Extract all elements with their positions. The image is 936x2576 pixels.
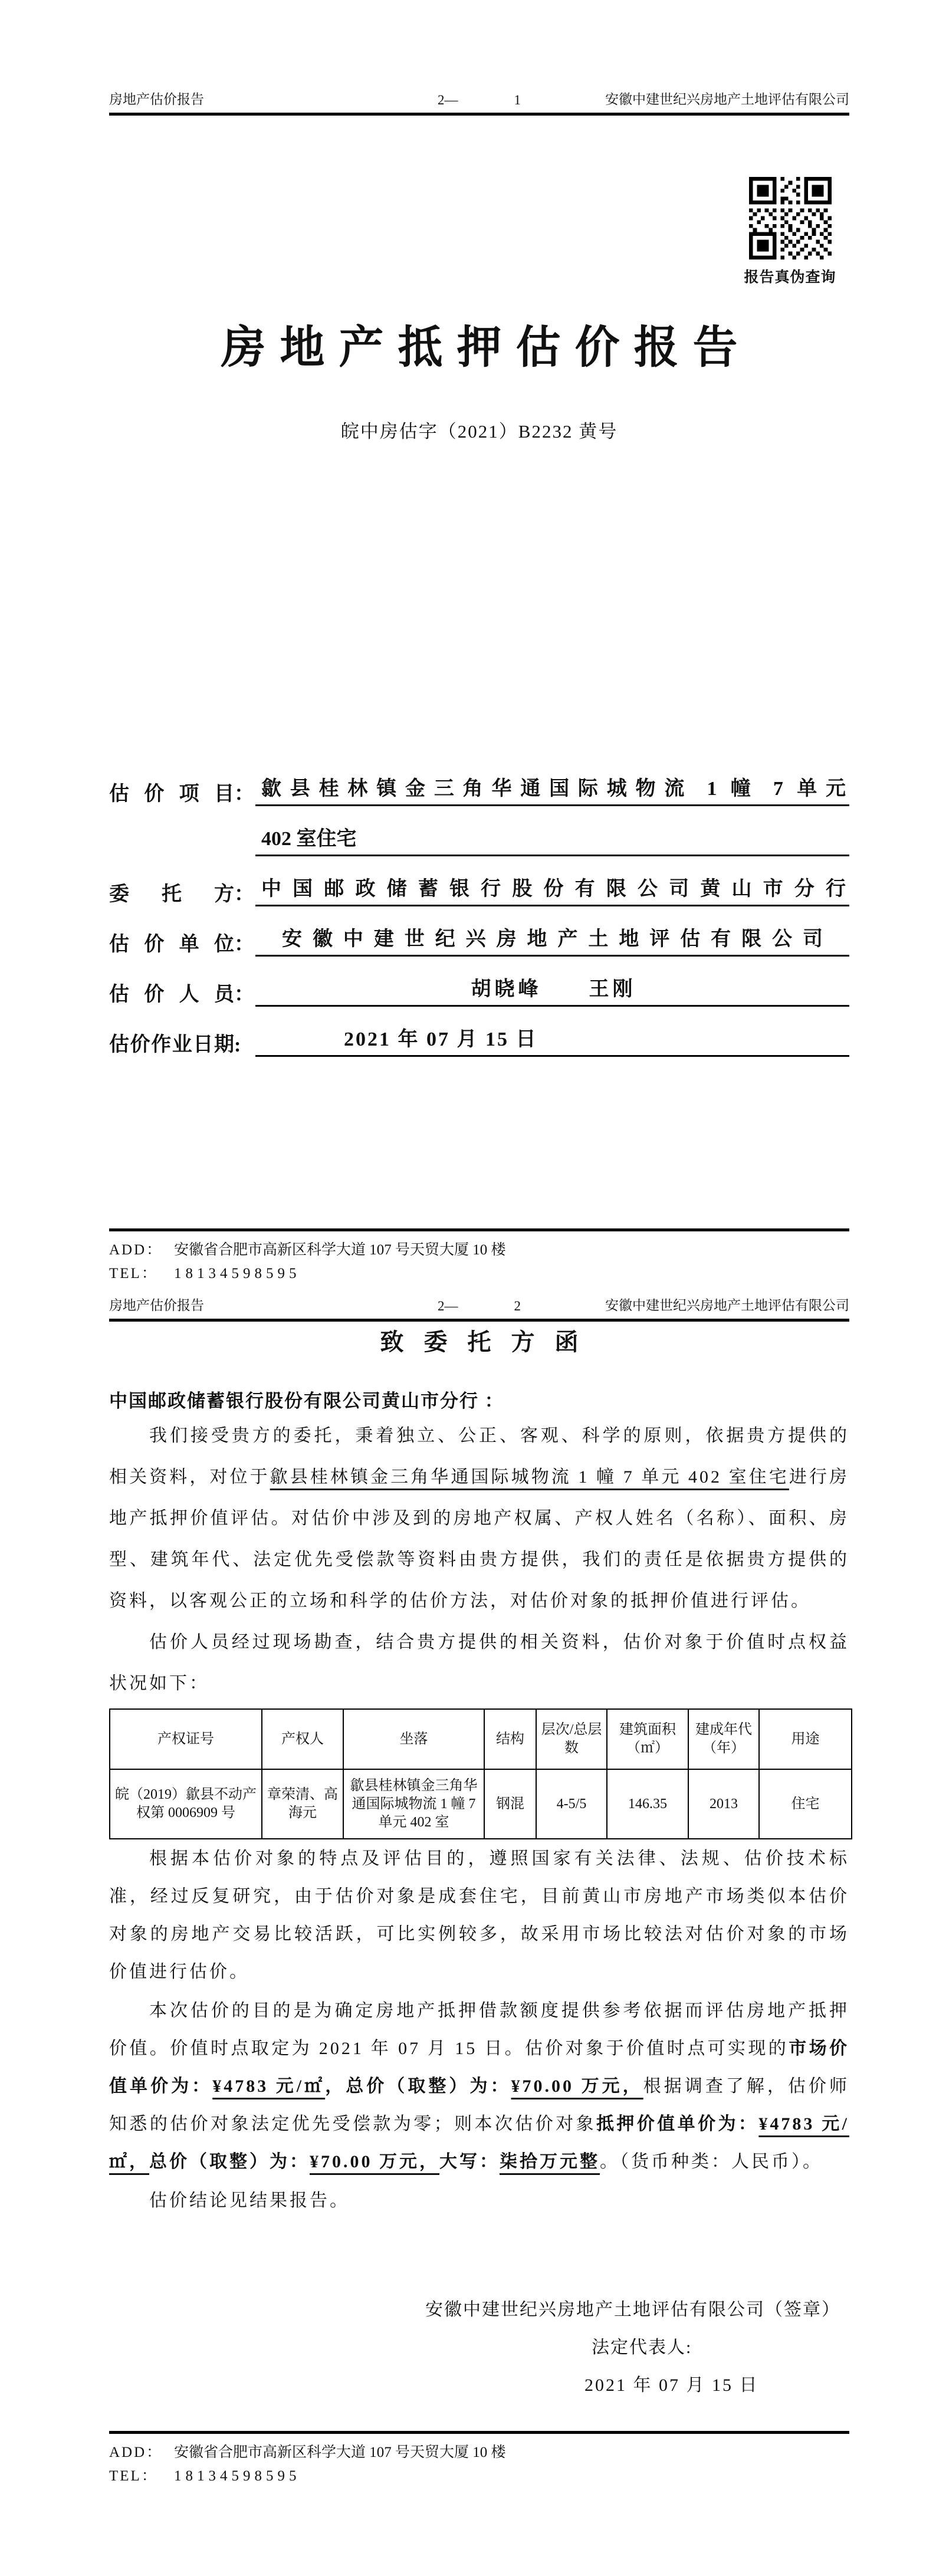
- paragraph-valuation: 本次估价的目的是为确定房地产抵押借款额度提供参考依据而评估房地产抵押价值。价值时点取定为 2021 年 07 月 15 日。估价对象于价值时点可实现的市场价值单价为：¥4783 元/㎡，总价（取整）为：¥70.00 万元，根据调查了解，估价师知悉的估价对象法定优先受偿款为零；则本次估价对象抵押价值单价为：¥4783 元/㎡，总价（取整）为：¥70.00 万元，大写：柒拾万元整。（货币种类：人民币）。: [109, 2001, 850, 2171]
- field-colon: ：: [234, 883, 254, 905]
- qr-code-icon: [749, 177, 832, 259]
- field-value: 安徽中建世纪兴房地产土地评估有限公司: [255, 922, 849, 957]
- signature-legal-rep: 法定代表人:: [592, 2338, 692, 2357]
- field-label: 估价人员: [109, 984, 234, 1006]
- field-row-date: [109, 1014, 849, 1057]
- field-row-agency: [109, 914, 849, 957]
- table-header-cell: 坐落: [343, 1709, 484, 1769]
- table-header-row: [110, 1709, 852, 1769]
- page-number: 2: [514, 1299, 521, 1313]
- paragraph-survey: 估价人员经过现场勘查，结合贵方提供的相关资料，估价对象于价值时点权益状况如下：: [109, 1632, 849, 1693]
- field-row-project: [109, 764, 849, 806]
- field-row-client: [109, 864, 849, 906]
- paragraph-method: 根据本估价对象的特点及评估目的，遵照国家有关法律、法规、估价技术标准，经过反复研究，由于估价对象是成套住宅，目前黄山市房地产市场类似本估价对象的房地产交易比较活跃，可比实例较多，故采用市场比较法对估价对象的市场价值进行估价。: [109, 1849, 849, 1982]
- appraisal-table-wrap: [109, 1708, 849, 1839]
- table-header-cell: 建筑面积（㎡）: [607, 1709, 688, 1769]
- table-header-cell: 建成年代（年）: [688, 1709, 759, 1769]
- page-number-group: [438, 1299, 521, 1314]
- table-cell-structure: 钢混: [484, 1769, 536, 1839]
- running-header-company: 安徽中建世纪兴房地产土地评估有限公司: [605, 1298, 849, 1313]
- table-cell-cert-no: 皖（2019）歙县不动产权第 0006909 号: [110, 1769, 262, 1839]
- table-header-cell: 用途: [759, 1709, 852, 1769]
- footer-phone: [109, 2465, 849, 2488]
- footer-address: [109, 1238, 849, 1262]
- letter-heading: 致委托方函: [380, 1329, 599, 1355]
- footer-phone-label: TEL：: [109, 1266, 158, 1282]
- field-colon: ：: [234, 984, 254, 1006]
- table-cell-owner: 章荣清、高海元: [262, 1769, 343, 1839]
- field-label: 估价项目: [109, 783, 234, 805]
- running-header-doc-type: 房地产估价报告: [109, 92, 204, 107]
- field-colon: ：: [234, 934, 254, 955]
- field-row-project-line2: [109, 814, 849, 856]
- running-header-company: 安徽中建世纪兴房地产土地评估有限公司: [605, 92, 849, 107]
- footer-address-label: ADD：: [109, 2444, 163, 2460]
- table-header-cell: 层次/总层数: [536, 1709, 607, 1769]
- page2-footer: [109, 2431, 849, 2488]
- page-number-prefix: 2—: [438, 93, 458, 107]
- table-header-cell: 产权人: [262, 1709, 343, 1769]
- footer-address-value: 安徽省合肥市高新区科学大道 107 号天贸大厦 10 楼: [174, 2444, 506, 2460]
- running-header-doc-type: 房地产估价报告: [109, 1298, 204, 1313]
- page-number-group: [438, 93, 521, 108]
- paragraph-conclusion: 估价结论见结果报告。: [149, 2191, 350, 2210]
- table-cell-year: 2013: [688, 1769, 759, 1839]
- signature-block: [109, 2291, 849, 2404]
- table-header-cell: 结构: [484, 1709, 536, 1769]
- table-cell-floor: 4-5/5: [536, 1769, 607, 1839]
- table-row: [110, 1769, 852, 1839]
- footer-address-label: ADD：: [109, 1242, 163, 1258]
- table-cell-use: 住宅: [759, 1769, 852, 1839]
- field-row-appraisers: [109, 964, 849, 1007]
- qr-block: [738, 177, 842, 287]
- field-value: 胡晓峰 王刚: [255, 972, 849, 1007]
- salutation: 中国邮政储蓄银行股份有限公司黄山市分行 ：: [109, 1391, 504, 1411]
- footer-phone-value: 18134598595: [174, 1266, 301, 1282]
- doc-number: 皖中房估字（2021）B2232 黄号: [340, 421, 618, 442]
- footer-address-value: 安徽省合肥市高新区科学大道 107 号天贸大厦 10 楼: [174, 1242, 506, 1258]
- page-number: 1: [514, 93, 521, 107]
- table-cell-area: 146.35: [607, 1769, 688, 1839]
- field-label: 委托方: [109, 883, 234, 905]
- page-number-prefix: 2—: [438, 1299, 458, 1313]
- report-title: 房地产抵押估价报告: [221, 323, 752, 373]
- table-header-cell: 产权证号: [110, 1709, 262, 1769]
- page2-running-header: [109, 1294, 849, 1322]
- signature-date: 2021 年 07 月 15 日: [584, 2375, 759, 2395]
- field-colon: ：: [234, 783, 254, 805]
- field-label: 估价作业日期: [109, 1034, 234, 1056]
- signature-company: 安徽中建世纪兴房地产土地评估有限公司（签章）: [425, 2300, 840, 2319]
- footer-address: [109, 2441, 849, 2465]
- footer-phone: [109, 1262, 849, 1286]
- table-cell-location: 歙县桂林镇金三角华通国际城物流 1 幢 7 单元 402 室: [343, 1769, 484, 1839]
- field-colon: :: [234, 1034, 241, 1056]
- field-value: 2021 年 07 月 15 日: [255, 1023, 849, 1057]
- field-label: 估价单位: [109, 934, 234, 955]
- qr-caption: 报告真伪查询: [744, 270, 836, 285]
- field-value: 中国邮政储蓄银行股份有限公司黄山市分行: [255, 872, 849, 906]
- cover-fields: [109, 764, 849, 1064]
- page1-running-header: [109, 88, 849, 116]
- footer-phone-value: 18134598595: [174, 2468, 301, 2484]
- page1-footer: [109, 1228, 849, 1286]
- field-value: 歙县桂林镇金三角华通国际城物流 1 幢 7 单元: [255, 772, 849, 806]
- paragraph-intro: 我们接受贵方的委托，秉着独立、公正、客观、科学的原则，依据贵方提供的相关资料，对位于歙县桂林镇金三角华通国际城物流 1 幢 7 单元 402 室住宅进行房地产抵押价值评估。对估价中涉及到的房地产权属、产权人姓名（名称）、面积、房型、建筑年代、法定优先受偿款等资料由贵方提供，我们的责任是依据贵方提供的资料，以客观公正的立场和科学的估价方法，对估价对象的抵押价值进行评估。: [109, 1426, 850, 1611]
- field-value: 402 室住宅: [255, 822, 849, 856]
- appraisal-table: [109, 1708, 852, 1839]
- footer-phone-label: TEL：: [109, 2468, 158, 2484]
